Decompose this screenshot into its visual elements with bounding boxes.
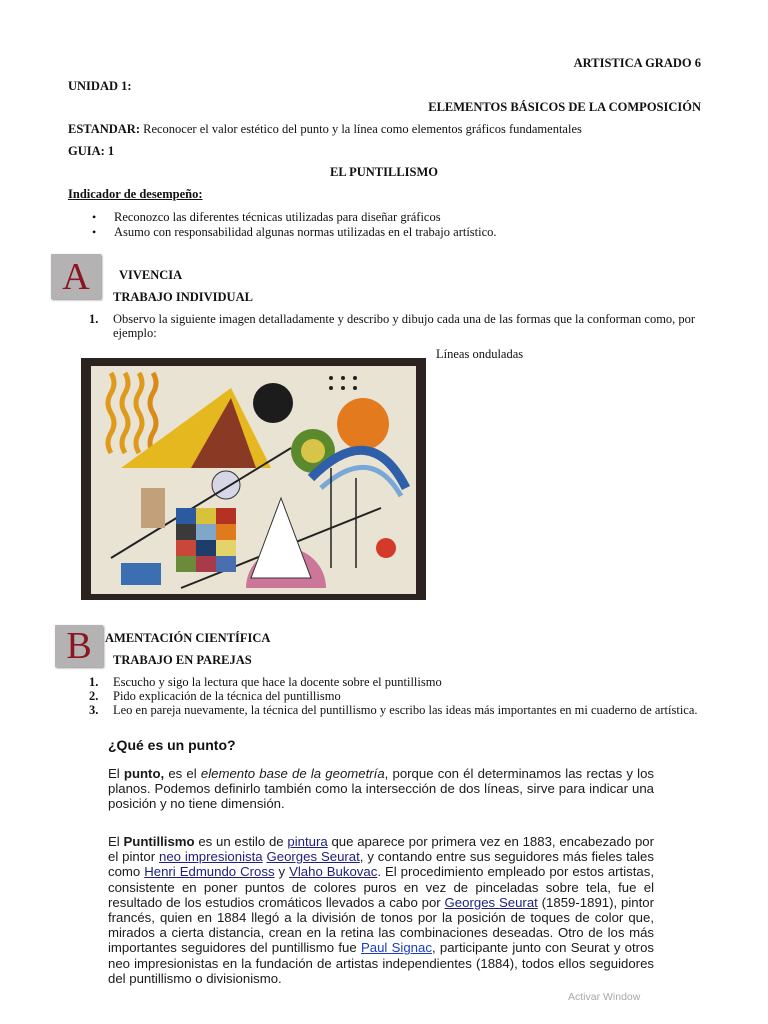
section-a-title: VIVENCIA: [119, 268, 183, 282]
text-run-bold: punto,: [123, 766, 165, 781]
section-a-letter: A: [62, 255, 90, 298]
text-run: , y contando entre sus seguidores más fieles tales como: [108, 849, 654, 880]
indicators-title: Indicador de desempeño:: [68, 187, 203, 201]
course-title: ARTISTICA GRADO 6: [573, 56, 701, 70]
topic-title: EL PUNTILLISMO: [329, 165, 438, 179]
link-georges-seurat-2[interactable]: Georges Seurat: [444, 894, 538, 910]
step-number: 3.: [89, 703, 99, 717]
section-a-subtitle: TRABAJO INDIVIDUAL: [113, 290, 253, 304]
link-neo-impresionista[interactable]: neo impresionista: [159, 849, 263, 865]
section-b-box: [55, 625, 103, 667]
text-run: , participante junto con Seurat y otros neo impresionistas en la fundación de artistas independientes (1884), todos ellos seguidores del puntillismo o divisionismo.: [108, 940, 654, 986]
unit-title: ELEMENTOS BÁSICOS DE LA COMPOSICIÓN: [428, 100, 701, 114]
list-item: [89, 312, 703, 340]
text-run: es un estilo de: [194, 834, 288, 849]
reading-question: ¿Qué es un punto?: [108, 737, 236, 753]
section-a-steps: [89, 312, 703, 340]
painting-image: [81, 358, 426, 600]
section-b-title: AMENTACIÓN CIENTÍFICA: [105, 631, 271, 645]
guide-label: GUIA: 1: [68, 144, 115, 158]
unit-label: UNIDAD 1:: [68, 79, 132, 93]
section-b-steps: [89, 675, 703, 717]
section-b-letter: B: [66, 625, 92, 667]
indicator-item: • Asumo con responsabilidad algunas normas utilizadas en el trabajo artístico.: [88, 225, 708, 240]
section-b-subtitle: TRABAJO EN PAREJAS: [113, 653, 252, 667]
section-a-box: [51, 254, 101, 299]
text-run: . El procedimiento empleado por estos artistas, consistente en poner puntos de colores puros en vez de pinceladas sobre tela, fue el resultado de los estudios cromáticos llevados a cabo por: [108, 864, 654, 910]
step-text: Observo la siguiente imagen detalladamente y describo y dibujo cada una de las formas que la conforman como, por ejemplo:: [113, 312, 696, 340]
reading-paragraph-2: [108, 834, 654, 986]
activation-watermark: Activar Window: [568, 991, 641, 1003]
reading-paragraph-1: [108, 766, 654, 812]
text-run: es el: [164, 766, 201, 781]
text-run-italic: elemento base de la geometría: [200, 766, 385, 781]
standard-line: [68, 122, 582, 137]
indicator-item: • Reconozco las diferentes técnicas utilizadas para diseñar gráficos: [88, 210, 708, 225]
text-run-bold: Puntillismo: [123, 834, 195, 849]
text-run: El: [108, 766, 124, 781]
link-georges-seurat[interactable]: Georges Seurat: [266, 849, 360, 865]
step-text: Leo en pareja nuevamente, la técnica del puntillismo y escribo las ideas más importantes en mi cuaderno de artística.: [113, 703, 698, 717]
link-henri-edmundo-cross[interactable]: Henri Edmundo Cross: [144, 864, 275, 880]
text-run: , porque con él determinamos las rectas y los planos. Podemos definirlo también como la intersección de dos líneas, sirve para indicar una posición y no tiene dimensión.: [108, 766, 655, 812]
text-run: y: [274, 864, 290, 880]
step-number: 2.: [89, 689, 99, 703]
text-run: que aparece por primera vez en 1883, encabezado por el pintor: [108, 834, 654, 865]
link-paul-signac[interactable]: Paul Signac: [360, 940, 432, 956]
standard-text: Reconocer el valor estético del punto y la línea como elementos gráficos fundamentales: [140, 122, 582, 136]
example-label: Líneas onduladas: [436, 347, 524, 361]
text-run: (1859-1891), pintor francés, quien en 1884 llegó a la división de tonos por la posición de toques de color que, mirados a cierta distancia, crean en la retina las combinaciones deseadas. Otro de los más importantes seguidores del puntillismo fue: [108, 894, 654, 956]
list-item: [89, 675, 703, 689]
link-vlaho-bukovac[interactable]: Vlaho Bukovac: [289, 864, 378, 880]
standard-label: ESTANDAR:: [68, 122, 140, 136]
list-item: [89, 689, 703, 703]
text-run: El: [108, 834, 124, 849]
step-text: Escucho y sigo la lectura que hace la docente sobre el puntillismo: [113, 675, 442, 689]
step-number: 1.: [89, 675, 99, 689]
link-pintura[interactable]: pintura: [287, 834, 328, 849]
list-item: [89, 703, 703, 717]
abstract-painting: [81, 358, 426, 600]
step-text: Pido explicación de la técnica del puntillismo: [113, 689, 341, 703]
indicators-list: [88, 210, 708, 240]
step-number: 1.: [89, 312, 99, 326]
